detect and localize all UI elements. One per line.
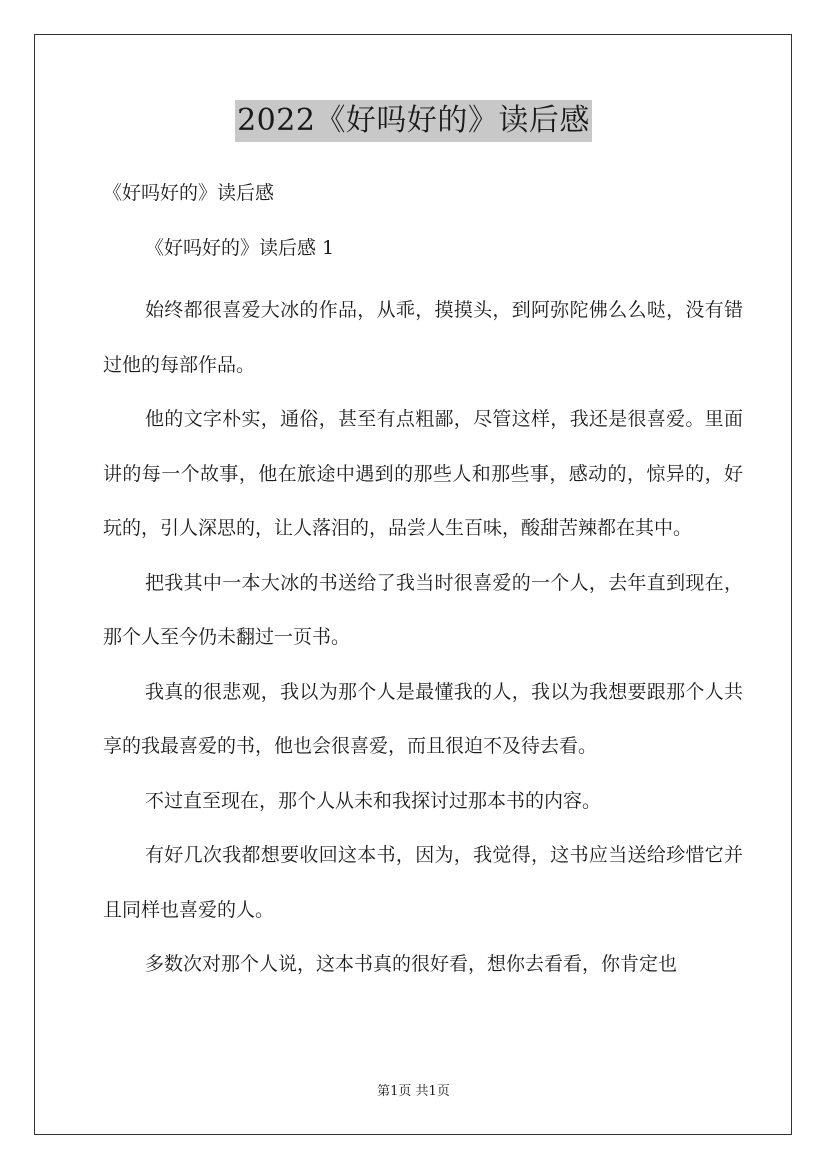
document-subtitle: 《好吗好的》读后感 bbox=[103, 182, 275, 204]
document-body bbox=[103, 283, 743, 992]
paragraph: 多数次对那个人说，这本书真的很好看，想你去看看，你肯定也 bbox=[145, 953, 678, 975]
section-heading: 《好吗好的》读后感 1 bbox=[145, 237, 335, 259]
paragraph: 始终都很喜爱大冰的作品，从乖，摸摸头，到阿弥陀佛么么哒，没有错过他的每部作品。 bbox=[103, 299, 743, 376]
document-title: 2022《好吗好的》读后感 bbox=[235, 100, 592, 142]
paragraph: 他的文字朴实，通俗，甚至有点粗鄙，尽管这样，我还是很喜爱。里面讲的每一个故事，他在旅途中遇到的那些人和那些事，感动的，惊异的，好玩的，引人深思的，让人落泪的，品尝人生百味，酸甜苦辣都在其中。 bbox=[103, 408, 743, 539]
title-container bbox=[0, 100, 827, 142]
paragraph: 我真的很悲观，我以为那个人是最懂我的人，我以为我想要跟那个人共享的我最喜爱的书，他也会很喜爱，而且很迫不及待去看。 bbox=[103, 680, 743, 757]
page-footer: 第1页 共1页 bbox=[377, 1084, 450, 1099]
paragraph: 有好几次我都想要收回这本书，因为，我觉得，这书应当送给珍惜它并且同样也喜爱的人。 bbox=[103, 844, 743, 921]
paragraph: 不过直至现在，那个人从未和我探讨过那本书的内容。 bbox=[145, 789, 602, 812]
paragraph: 把我其中一本大冰的书送给了我当时很喜爱的一个人，去年直到现在，那个人至今仍未翻过一页书。 bbox=[103, 571, 743, 648]
